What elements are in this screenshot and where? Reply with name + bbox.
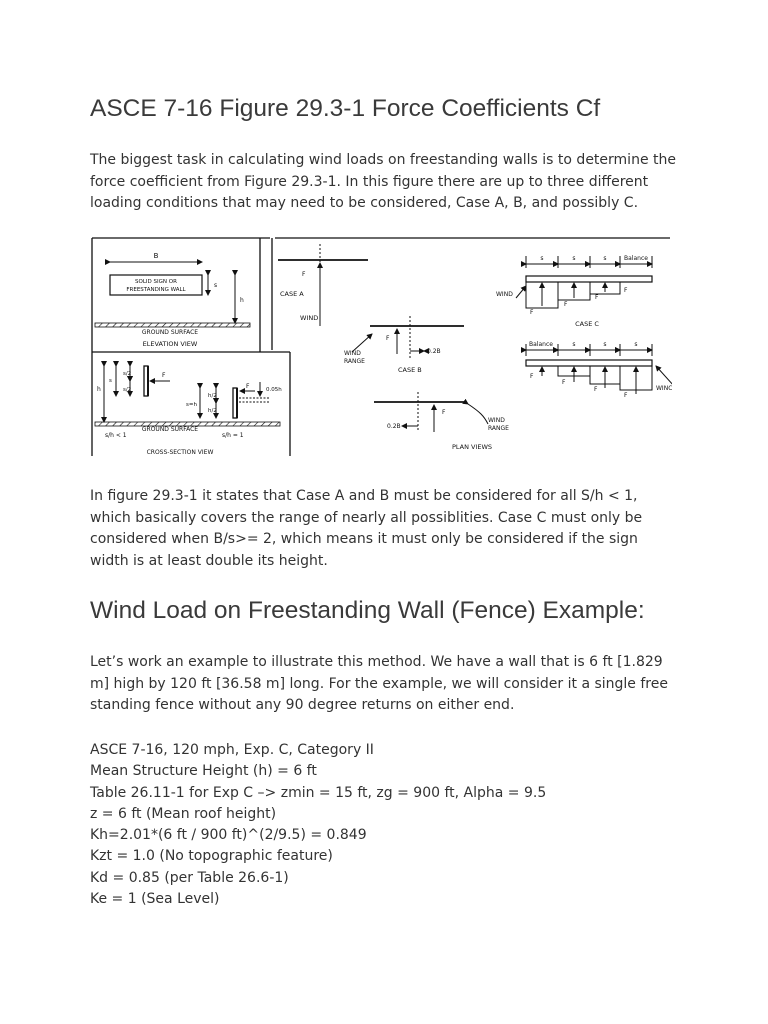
cs-h-label: h (97, 386, 101, 393)
plan-range-label: RANGE (488, 425, 509, 432)
case-b-range-label: RANGE (344, 358, 365, 365)
case-a-wind-label: WIND (300, 314, 319, 322)
case-a-diagram (278, 244, 368, 326)
figure-29-3-1 (90, 236, 672, 458)
list-item: Table 26.11-1 for Exp C –> zmin = 15 ft, zg = 900 ft, Alpha = 9.5 (90, 784, 547, 801)
elevation-view (95, 252, 250, 348)
cc-f-7: F (594, 386, 598, 393)
intro-paragraph: The biggest task in calculating wind loads on freestanding walls is to determine the force coefficient from Figure 29.3-1. In this figure there are up to three different loading conditions that may need to be considered, Case A, B, and possibly C. (90, 152, 676, 211)
force-coefficient-figure (90, 236, 672, 458)
list-item: ASCE 7-16, 120 mph, Exp. C, Category II (90, 742, 374, 758)
h-label: h (240, 297, 244, 304)
plan-02b-label: 0.2B (387, 423, 401, 430)
cc-winc-label: WINC (656, 385, 672, 392)
cs-f-label-b: F (246, 383, 250, 390)
case-b-02b-label: 0.2B (427, 348, 441, 355)
b-label: B (153, 252, 159, 260)
cc-f-2: F (564, 301, 568, 308)
list-item: z = 6 ft (Mean roof height) (90, 805, 277, 822)
sh-eq-1-label: s/h = 1 (222, 432, 244, 439)
case-c-label: CASE C (575, 320, 599, 328)
wall-label-1: SOLID SIGN OR (135, 279, 177, 285)
cs-h2-label-a: h/2 (208, 393, 217, 399)
list-item: Kd = 0.85 (per Table 26.6-1) (90, 869, 289, 886)
list-item: Kh=2.01*(6 ft / 900 ft)^(2/9.5) = 0.849 (90, 827, 367, 844)
s-label: s (214, 282, 218, 289)
cross-section-view-label: CROSS-SECTION VIEW (146, 449, 214, 456)
cs-s-label: s (109, 378, 112, 384)
h005-label: 0.05h (266, 387, 282, 393)
case-c-bottom-diagram (526, 341, 672, 399)
cc-f-1: F (530, 309, 534, 316)
cs-h2-label-b: h/2 (208, 408, 217, 414)
cs-s2-label-a: s/2 (123, 371, 132, 377)
section-heading-example: Wind Load on Freestanding Wall (Fence) Example: (90, 597, 645, 624)
cc-s-2: s (572, 255, 576, 262)
case-b-wind-label: WIND (344, 350, 361, 357)
list-item: Ke = 1 (Sea Level) (90, 891, 220, 908)
cc-balance-1: Balance (624, 255, 648, 262)
cc-s-3: s (603, 255, 607, 262)
cs-ground-surface-label: GROUND SURFACE (141, 426, 199, 433)
plan-wind-label: WIND (488, 417, 505, 424)
list-item: Mean Structure Height (h) = 6 ft (90, 763, 317, 780)
cc-s-5: s (603, 341, 607, 348)
cc-f-6: F (562, 379, 566, 386)
example-paragraph: Let’s work an example to illustrate this method. We have a wall that is 6 ft [1.829 m] high by 120 ft [36.58 m] long. For the example, we will consider it a single free standing fence without any 90 degree returns on either end. (90, 654, 668, 713)
case-b-diagram (344, 316, 464, 374)
list-item: Kzt = 1.0 (No topographic feature) (90, 848, 333, 865)
case-c-top-diagram (496, 255, 652, 328)
case-a-label: CASE A (280, 290, 304, 298)
case-explanation-paragraph: In figure 29.3-1 it states that Case A and B must be considered for all S/h < 1, which basically covers the range of nearly all possiblities. Case C must only be considered when B/s>= 2, which means it must only be considered if the sign width is at least double its height. (90, 488, 643, 569)
cc-s-1: s (540, 255, 544, 262)
plan-views-label: PLAN VIEWS (451, 443, 493, 451)
wall-label-2: FREESTANDING WALL (126, 287, 186, 293)
case-b-label: CASE B (398, 366, 422, 374)
ground-hatch (95, 323, 250, 327)
section-heading-force-coefficients: ASCE 7-16 Figure 29.3-1 Force Coefficients Cf (90, 95, 601, 122)
example-inputs-list (90, 740, 546, 910)
cc-s-6: s (634, 341, 638, 348)
cc-f-4: F (624, 287, 628, 294)
cc-f-8: F (624, 392, 628, 399)
cs-s2-label-b: s/2 (123, 387, 132, 393)
cross-section-view (95, 366, 282, 456)
cc-f-5: F (530, 373, 534, 380)
ground-surface-label: GROUND SURFACE (141, 329, 199, 336)
cc-balance-2: Balance (529, 341, 553, 348)
case-b-f-label: F (386, 335, 390, 342)
plan-view-bottom (374, 392, 509, 451)
cc-f-3: F (595, 294, 599, 301)
case-a-f-label: F (302, 271, 306, 278)
sh-lt-1-label: s/h < 1 (105, 432, 127, 439)
cc-s-4: s (572, 341, 576, 348)
cs-f-label-a: F (162, 372, 166, 379)
elevation-view-label: ELEVATION VIEW (142, 340, 198, 348)
s-eq-h-label: s=h (186, 402, 197, 408)
plan-f-label: F (442, 409, 446, 416)
cc-wind-label: WIND (496, 291, 513, 298)
